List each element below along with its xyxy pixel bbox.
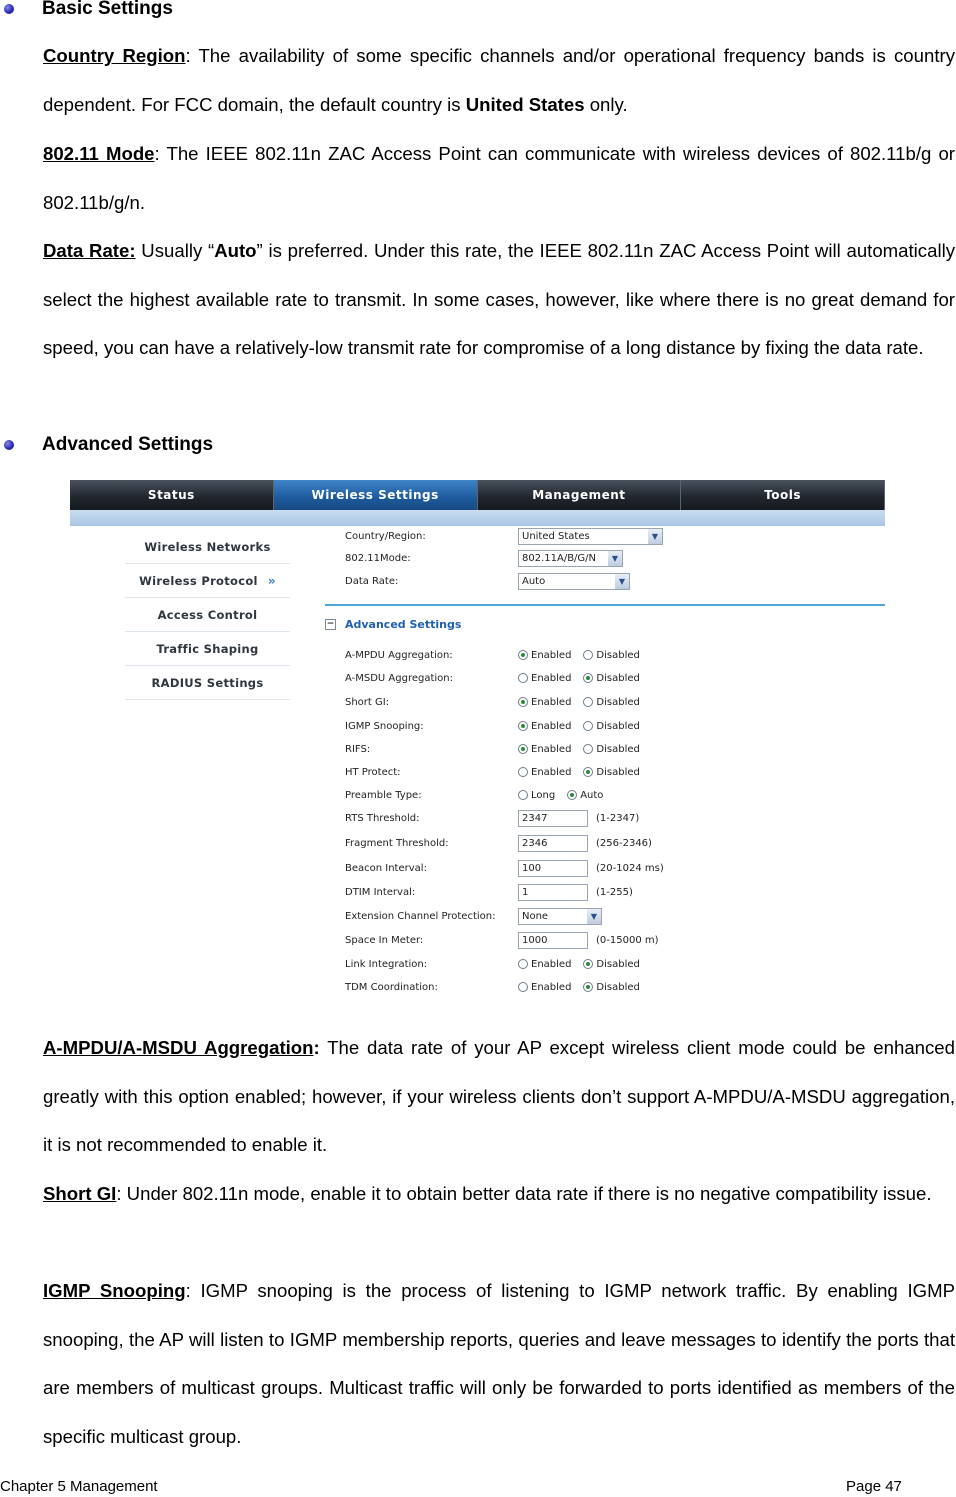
radio-icon	[518, 721, 528, 731]
rate-select[interactable]	[518, 573, 630, 590]
double-chevron-icon: »	[267, 573, 276, 588]
rifs-disabled-option[interactable]	[583, 744, 639, 755]
radio-icon	[567, 790, 577, 800]
frag-label: Fragment Threshold:	[345, 837, 449, 849]
amsdu-enabled-option[interactable]	[518, 673, 571, 684]
sidebar-item-label: Wireless Protocol	[139, 573, 258, 588]
radio-icon	[518, 697, 528, 707]
link-enabled-option[interactable]	[518, 959, 571, 970]
radio-icon	[518, 959, 528, 969]
country-label: Country/Region:	[345, 530, 426, 542]
radio-icon	[583, 697, 593, 707]
option-label: Disabled	[596, 958, 640, 970]
igmp-row	[345, 715, 885, 737]
space-label: Space In Meter:	[345, 934, 424, 946]
shortgi-row	[345, 691, 885, 713]
link-label: Link Integration:	[345, 958, 428, 970]
mode-select[interactable]	[518, 550, 623, 567]
radio-icon	[583, 982, 593, 992]
frag-row	[345, 832, 885, 854]
dtim-hint: (1-255)	[596, 886, 633, 898]
tab-wireless-settings[interactable]: Wireless Settings	[274, 480, 478, 510]
section-divider	[325, 604, 885, 606]
rate-label: Data Rate:	[345, 575, 399, 587]
sidebar-item-traffic-shaping[interactable]	[125, 632, 290, 666]
option-label: Disabled	[596, 743, 640, 755]
dtim-input[interactable]: 1	[518, 884, 588, 901]
ampdu-colon: :	[313, 1037, 320, 1058]
data-rate-auto: Auto	[214, 240, 257, 261]
radio-icon	[583, 650, 593, 660]
igmp-disabled-option[interactable]	[583, 721, 639, 732]
sidebar-item-access-control[interactable]	[125, 598, 290, 632]
shortgi-text: : Under 802.11n mode, enable it to obtain better data rate if there is no negative compatibility issue.	[116, 1183, 932, 1204]
rifs-enabled-option[interactable]	[518, 744, 571, 755]
ampdu-term: A-MPDU/A-MSDU Aggregation	[43, 1037, 314, 1058]
mode-value: 802.11A/B/G/N	[522, 552, 597, 564]
option-label: Enabled	[531, 720, 572, 732]
beacon-input[interactable]: 100	[518, 860, 588, 877]
htprotect-disabled-option[interactable]	[583, 767, 639, 778]
data-rate-text1: Usually “	[135, 240, 215, 261]
igmp-enabled-option[interactable]	[518, 721, 571, 732]
amsdu-row	[345, 667, 885, 689]
tdm-disabled-option[interactable]	[583, 982, 639, 993]
sidebar-item-label: RADIUS Settings	[151, 675, 264, 690]
igmp-description	[43, 1267, 955, 1461]
rifs-row	[345, 738, 885, 760]
chevron-down-icon: ▼	[608, 551, 622, 566]
option-label: Disabled	[596, 720, 640, 732]
ext-value: None	[522, 910, 549, 922]
rts-input[interactable]: 2347	[518, 810, 588, 827]
option-label: Disabled	[596, 649, 640, 661]
advanced-settings-heading-row	[0, 434, 213, 456]
sidebar-item-radius-settings[interactable]	[125, 666, 290, 700]
sidebar-item-wireless-networks[interactable]	[125, 530, 290, 564]
ext-select[interactable]	[518, 908, 602, 925]
space-row	[345, 929, 885, 951]
rts-hint: (1-2347)	[596, 812, 640, 824]
country-select[interactable]	[518, 528, 663, 545]
radio-icon	[583, 673, 593, 683]
tdm-row	[345, 976, 885, 998]
data-rate-text2: ” is preferred. Under this rate, the IEEE 802.11n ZAC Access Point will automatically select the highest available rate to transmit. In some cases, however, like where there is no great demand for speed, you can have a relatively-low transmit rate for compromise of a long distance by fixing the data rate.	[43, 240, 955, 358]
beacon-label: Beacon Interval:	[345, 862, 427, 874]
tdm-enabled-option[interactable]	[518, 982, 571, 993]
igmp-term: IGMP Snooping	[43, 1280, 186, 1301]
mode-paragraph	[43, 130, 955, 227]
ampdu-enabled-option[interactable]	[518, 650, 571, 661]
radio-icon	[583, 744, 593, 754]
mode-row	[345, 547, 885, 569]
country-region-text2: only.	[584, 93, 628, 115]
chevron-down-icon: ▼	[648, 529, 662, 544]
sidebar-item-label: Access Control	[157, 607, 258, 622]
basic-settings-heading: Basic Settings	[42, 0, 173, 19]
bullet-icon	[4, 4, 14, 14]
htprotect-label: HT Protect:	[345, 766, 401, 778]
ampdu-description	[43, 1024, 955, 1170]
mode-text: : The IEEE 802.11n ZAC Access Point can communicate with wireless devices of 802.11b/g or 802.11b/g/n.	[43, 143, 955, 213]
rifs-label: RIFS:	[345, 743, 371, 755]
sidebar	[125, 530, 290, 700]
country-region-paragraph	[43, 32, 955, 129]
amsdu-label: A-MSDU Aggregation:	[345, 672, 453, 684]
data-rate-paragraph	[43, 227, 955, 373]
settings-form	[325, 480, 885, 1014]
preamble-long-option[interactable]	[518, 790, 555, 801]
radio-icon	[518, 790, 528, 800]
option-label: Enabled	[531, 981, 572, 993]
option-label: Enabled	[531, 649, 572, 661]
tab-management[interactable]: Management	[478, 480, 682, 510]
option-label: Long	[531, 789, 556, 801]
option-label: Enabled	[531, 672, 572, 684]
beacon-hint: (20-1024 ms)	[596, 862, 664, 874]
dtim-row	[345, 881, 885, 903]
option-label: Auto	[580, 789, 604, 801]
shortgi-description	[43, 1170, 955, 1219]
shortgi-label: Short GI:	[345, 696, 390, 708]
option-label: Disabled	[596, 981, 640, 993]
collapse-icon: −	[326, 619, 335, 629]
ampdu-disabled-option[interactable]	[583, 650, 639, 661]
chevron-down-icon: ▼	[587, 909, 601, 924]
country-row	[345, 525, 885, 547]
ext-row	[345, 905, 885, 927]
advanced-settings-heading: Advanced Settings	[42, 434, 214, 455]
htprotect-row	[345, 761, 885, 783]
option-label: Disabled	[596, 696, 640, 708]
space-input[interactable]: 1000	[518, 932, 588, 949]
advanced-settings-toggle[interactable]	[325, 618, 461, 631]
option-label: Disabled	[596, 766, 640, 778]
rts-label: RTS Threshold:	[345, 812, 420, 824]
amsdu-disabled-option[interactable]	[583, 673, 639, 684]
frag-input[interactable]: 2346	[518, 835, 588, 852]
country-region-text1: : The availability of some specific channels and/or operational frequency bands is country dependent. For FCC domain, the default country is	[43, 45, 955, 115]
footer-page-number: Page 47	[846, 1478, 902, 1495]
radio-icon	[518, 982, 528, 992]
radio-icon	[583, 721, 593, 731]
tab-tools[interactable]: Tools	[681, 480, 885, 510]
option-label: Enabled	[531, 766, 572, 778]
tdm-label: TDM Coordination:	[345, 981, 438, 993]
mode-label: 802.11Mode:	[345, 552, 411, 564]
frag-hint: (256-2346)	[596, 837, 652, 849]
rate-value: Auto	[522, 575, 546, 587]
rts-row	[345, 807, 885, 829]
radio-icon	[518, 744, 528, 754]
radio-icon	[518, 650, 528, 660]
radio-icon	[518, 673, 528, 683]
preamble-label: Preamble Type:	[345, 789, 422, 801]
preamble-auto-option[interactable]	[567, 790, 603, 801]
igmp-label: IGMP Snooping:	[345, 720, 424, 732]
ampdu-row	[345, 644, 885, 666]
space-hint: (0-15000 m)	[596, 934, 659, 946]
option-label: Disabled	[596, 672, 640, 684]
link-row	[345, 953, 885, 975]
country-value: United States	[522, 530, 590, 542]
preamble-row	[345, 784, 885, 806]
radio-icon	[583, 767, 593, 777]
htprotect-enabled-option[interactable]	[518, 767, 571, 778]
basic-settings-heading-row	[0, 0, 173, 20]
router-screenshot	[70, 480, 885, 1014]
rate-row	[345, 570, 885, 592]
sidebar-item-label: Wireless Networks	[144, 539, 271, 554]
country-region-default: United States	[465, 93, 585, 115]
mode-term: 802.11 Mode	[43, 143, 155, 164]
ampdu-label: A-MPDU Aggregation:	[345, 649, 453, 661]
chevron-down-icon: ▼	[615, 574, 629, 589]
tab-status[interactable]: Status	[70, 480, 274, 510]
advanced-settings-title: Advanced Settings	[345, 618, 462, 631]
footer-chapter: Chapter 5 Management	[0, 1478, 158, 1495]
option-label: Enabled	[531, 743, 572, 755]
sidebar-item-label: Traffic Shaping	[156, 641, 259, 656]
option-label: Enabled	[531, 958, 572, 970]
beacon-row	[345, 857, 885, 879]
country-region-term: Country Region	[43, 45, 186, 66]
shortgi-disabled-option[interactable]	[583, 697, 639, 708]
shortgi-enabled-option[interactable]	[518, 697, 571, 708]
bullet-icon	[4, 440, 14, 450]
ampdu-text: The data rate of your AP except wireless client mode could be enhanced greatly with this option enabled; however, if your wireless clients don’t support A-MPDU/A-MSDU aggregation, it is not recommended to enable it.	[43, 1037, 955, 1155]
radio-icon	[518, 767, 528, 777]
ext-label: Extension Channel Protection:	[345, 910, 496, 922]
shortgi-term: Short GI	[43, 1183, 117, 1204]
data-rate-term: Data Rate:	[43, 240, 136, 261]
sidebar-item-wireless-protocol[interactable]	[125, 564, 290, 598]
dtim-label: DTIM Interval:	[345, 886, 416, 898]
radio-icon	[583, 959, 593, 969]
link-disabled-option[interactable]	[583, 959, 639, 970]
option-label: Enabled	[531, 696, 572, 708]
igmp-text: : IGMP snooping is the process of listening to IGMP network traffic. By enabling IGMP snooping, the AP will listen to IGMP membership reports, queries and leave messages to identify the ports that are members of multicast groups. Multicast traffic will only be forwarded to ports identified as members of the specific multicast group.	[43, 1280, 955, 1447]
